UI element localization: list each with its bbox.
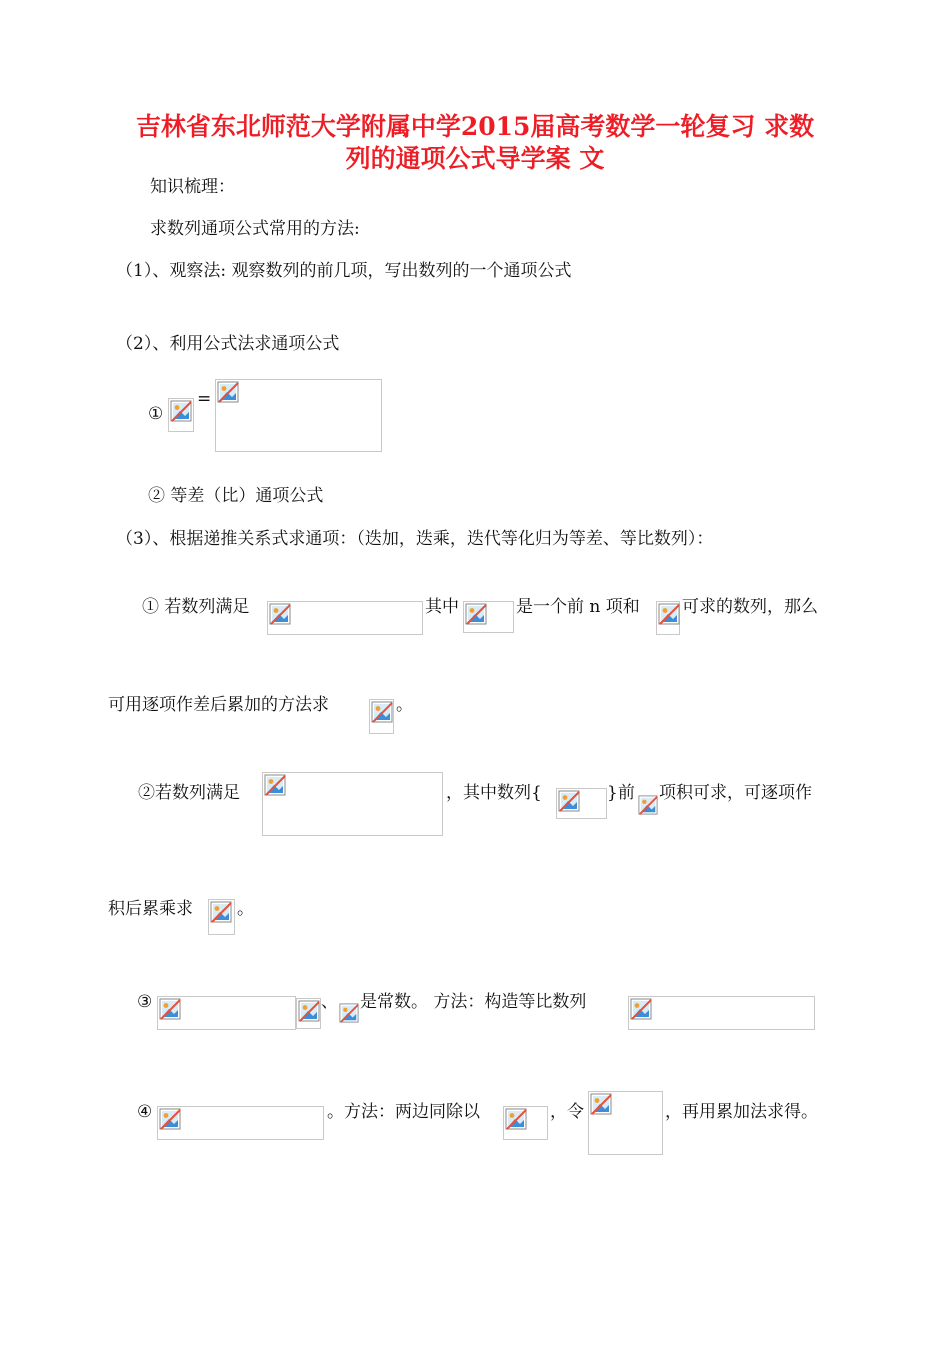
- item-4-text-a: 。方法：两边同除以: [327, 1102, 480, 1122]
- broken-image-icon: [159, 1108, 181, 1130]
- formula-image: [168, 398, 194, 432]
- item-2-text-a: ②若数列满足: [138, 783, 240, 803]
- item-4-marker: ④: [137, 1102, 153, 1122]
- broken-image-icon: [210, 901, 232, 923]
- item-4-text-c: ，再用累加法求得。: [665, 1102, 818, 1122]
- formula-image: [656, 601, 680, 635]
- broken-image-icon: [505, 1108, 527, 1130]
- broken-image-icon: [269, 603, 291, 625]
- item-3-separator: 、: [321, 992, 338, 1012]
- formula-image: [157, 1106, 324, 1140]
- formula-image: [262, 772, 443, 836]
- item-1-text-b: 其中: [425, 597, 459, 617]
- section-heading: 知识梳理：: [150, 177, 235, 197]
- formula-image: [369, 699, 394, 734]
- formula-1-marker: ①: [148, 404, 164, 424]
- broken-image-icon: [159, 998, 181, 1020]
- formula-2-text: ② 等差（比）通项公式: [148, 486, 324, 506]
- broken-image-icon: [638, 795, 658, 815]
- method-1: （1）、观察法: 观察数列的前几项，写出数列的一个通项公式: [116, 261, 572, 281]
- item-1-text-d: 可求的数列，那么: [682, 597, 818, 617]
- item-2-text-b: ，其中数列{: [446, 783, 542, 803]
- equals-sign: =: [197, 389, 212, 409]
- item-3-marker: ③: [137, 992, 153, 1012]
- item-2-text-c: }前: [607, 783, 635, 803]
- formula-image: [296, 998, 321, 1029]
- broken-image-icon: [658, 603, 680, 625]
- broken-image-icon: [217, 381, 239, 403]
- formula-image: [208, 899, 235, 935]
- broken-image-icon: [630, 998, 652, 1020]
- doc-title-line-1: 吉林省东北师范大学附属中学2015届高考数学一轮复习 求数: [135, 112, 815, 141]
- formula-image: [215, 379, 382, 452]
- formula-image: [588, 1091, 663, 1155]
- item-4-text-b: ，令: [550, 1102, 584, 1122]
- item-1-text-a: ① 若数列满足: [142, 597, 250, 617]
- item-2-text-f: 。: [237, 899, 254, 919]
- formula-image: [463, 601, 514, 633]
- broken-image-icon: [264, 774, 286, 796]
- broken-image-icon: [170, 400, 192, 422]
- item-2-text-d: 项积可求，可逐项作: [659, 783, 812, 803]
- broken-image-icon: [590, 1093, 612, 1115]
- item-2-text-e: 积后累乘求: [108, 899, 193, 919]
- item-1-text-e: 可用逐项作差后累加的方法求: [108, 695, 329, 715]
- formula-image: [267, 601, 423, 635]
- broken-image-icon: [558, 790, 580, 812]
- broken-image-icon: [339, 1002, 359, 1024]
- intro-text: 求数列通项公式常用的方法:: [150, 219, 360, 239]
- formula-image: [556, 788, 607, 819]
- method-2: （2）、利用公式法求通项公式: [116, 334, 340, 354]
- formula-image: [503, 1106, 548, 1140]
- doc-title-line-2: 列的通项公式导学案 文: [345, 144, 605, 173]
- item-1-text-f: 。: [396, 695, 413, 715]
- method-3: （3）、根据递推关系式求通项：（迭加，迭乘，迭代等化归为等差、等比数列）：: [116, 529, 714, 549]
- formula-image: [628, 996, 815, 1030]
- broken-image-icon: [371, 701, 393, 723]
- broken-image-icon: [465, 603, 487, 625]
- formula-image: [157, 996, 296, 1030]
- broken-image-icon: [298, 1000, 320, 1022]
- item-1-text-c: 是一个前 n 项和: [516, 597, 640, 617]
- item-3-text: 是常数。 方法：构造等比数列: [360, 992, 587, 1012]
